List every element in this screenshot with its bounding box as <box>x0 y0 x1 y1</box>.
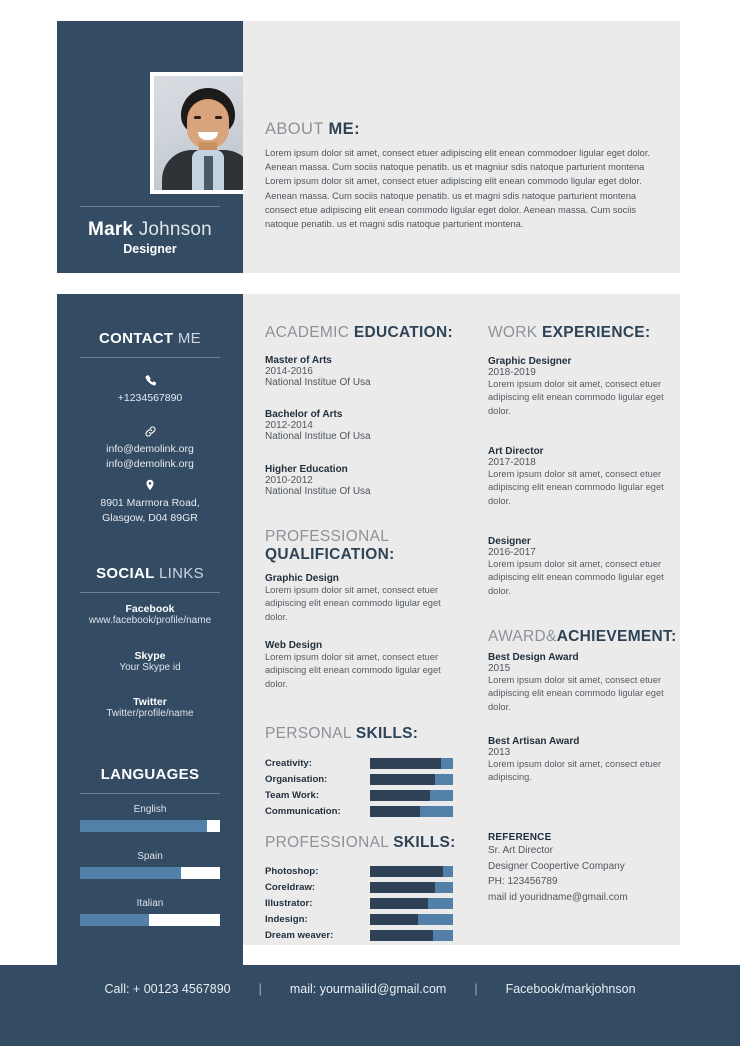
personal-skill-row-2 <box>265 787 465 803</box>
photo-tie <box>204 156 213 190</box>
qualification-heading <box>265 528 470 564</box>
personal-skill-label-1: Organisation: <box>265 773 328 785</box>
experience-item-2 <box>488 536 668 598</box>
contact-address-line-2: Glasgow, D04 89GR <box>102 512 198 524</box>
professional-skill-label-4: Dream weaver: <box>265 929 334 941</box>
education-place-0: National Institue Of Usa <box>265 377 371 388</box>
personal-skill-label-0: Creativity: <box>265 757 312 769</box>
awards-title-1: Best Artisan Award <box>488 736 580 747</box>
professional-skill-track-3 <box>370 914 453 925</box>
language-label-english: English <box>133 804 167 815</box>
name-divider <box>80 206 220 207</box>
about-body-text: Lorem ipsum dolor sit amet, consect etuer adipiscing elit enean commodoer ligular eget dolor. Aenean massa. Cum sociis natoque penatib. us et magniur sdis natoque parturient montena Lorem ipsum dolor sit amet, consect etuer adipiscing elit enean commodo ligular eget dolor. Aenean massa. Cum sociis natoque penatib. us et magni sdis natoque parturient montena consect etue adipiscing elit enean commodo ligular eget dolor. Aenean massa. Cum sociis natoque penatib. us et magni sdis natoque parturient montena. <box>265 148 650 230</box>
reference-line-1: Sr. Art Director <box>488 845 554 856</box>
professional-skill-track-2 <box>370 898 453 909</box>
education-date-0: 2014-2016 <box>265 366 313 377</box>
contact-heading-light: ME <box>177 330 201 347</box>
language-item-english <box>57 804 243 832</box>
footer-mail[interactable]: mail: yourmailid@gmail.com <box>289 981 447 996</box>
footer-separator-2: | <box>474 981 478 996</box>
footer-call[interactable]: Call: + 00123 4567890 <box>104 981 231 996</box>
experience-item-0 <box>488 356 668 418</box>
personal-skills-heading-bold: SKILLS: <box>355 725 419 742</box>
language-label-italian: Italian <box>136 898 164 909</box>
professional-skill-label-2: Illustrator: <box>265 897 313 909</box>
contact-divider <box>80 357 220 358</box>
professional-skills-heading <box>265 834 480 852</box>
language-bar-italian <box>80 914 220 926</box>
professional-skill-label-3: Indesign: <box>265 913 308 925</box>
qualification-body-1: Lorem ipsum dolor sit amet, consect etuer adipiscing elit enean commodo ligular eget dolor. <box>265 652 441 689</box>
social-label-skype: Skype <box>134 650 166 662</box>
qualification-item-1 <box>265 640 450 691</box>
language-bar-fill-spain <box>80 867 181 879</box>
reference-block <box>488 832 673 905</box>
qualification-title-0: Graphic Design <box>265 573 339 584</box>
awards-body-1: Lorem ipsum dolor sit amet, consect etuer adipiscing. <box>488 759 662 783</box>
footer-separator-1: | <box>258 981 262 996</box>
footer-bar <box>0 965 740 1046</box>
personal-skill-row-0 <box>265 755 465 771</box>
social-heading-light: LINKS <box>159 565 204 582</box>
personal-skill-fill-1 <box>370 774 435 785</box>
experience-item-1 <box>488 446 668 508</box>
awards-date-0: 2015 <box>488 663 511 674</box>
education-item-0 <box>265 355 470 388</box>
experience-heading-bold: EXPERIENCE: <box>542 324 651 341</box>
awards-body-0: Lorem ipsum dolor sit amet, consect etuer adipiscing elit enean commodo ligular eget dolor. <box>488 675 664 712</box>
education-title-1: Bachelor of Arts <box>265 409 343 420</box>
location-pin-icon <box>144 478 156 492</box>
personal-skill-row-3 <box>265 803 465 819</box>
footer-facebook[interactable]: Facebook/markjohnson <box>505 981 636 996</box>
social-value-twitter: Twitter/profile/name <box>106 708 194 719</box>
experience-body-1: Lorem ipsum dolor sit amet, consect etuer adipiscing elit enean commodo ligular eget dolor. <box>488 469 664 506</box>
photo-eye-right <box>215 116 222 119</box>
experience-heading-light: WORK <box>488 324 538 341</box>
reference-line-2: Designer Coopertive Company <box>488 860 625 872</box>
professional-skill-label-1: Coreldraw: <box>265 881 316 893</box>
education-heading-light: ACADEMIC <box>265 324 350 341</box>
contact-email-2: info@demolink.org <box>106 458 194 470</box>
profile-last-name: Johnson <box>138 219 212 240</box>
social-value-facebook: www.facebook/profile/name <box>88 615 212 626</box>
contact-address-line-1: 8901 Marmora Road, <box>100 497 200 509</box>
social-item-skype[interactable] <box>57 650 243 673</box>
qualification-title-1: Web Design <box>265 640 323 651</box>
awards-heading <box>488 628 683 646</box>
professional-skill-fill-4 <box>370 930 433 941</box>
professional-skill-track-1 <box>370 882 453 893</box>
awards-item-1 <box>488 736 668 785</box>
profile-role: Designer <box>123 242 177 256</box>
language-item-italian <box>57 898 243 926</box>
personal-skill-fill-2 <box>370 790 430 801</box>
social-item-twitter[interactable] <box>57 696 243 719</box>
personal-skill-track-1 <box>370 774 453 785</box>
personal-skill-row-1 <box>265 771 465 787</box>
language-item-spain <box>57 851 243 879</box>
languages-heading <box>57 766 243 783</box>
personal-skill-fill-3 <box>370 806 420 817</box>
languages-divider <box>80 793 220 794</box>
contact-phone-value: +1234567890 <box>117 392 183 404</box>
personal-skill-track-0 <box>370 758 453 769</box>
professional-skill-fill-3 <box>370 914 418 925</box>
personal-skill-track-3 <box>370 806 453 817</box>
social-heading <box>57 565 243 582</box>
profile-first-name: Mark <box>88 219 134 240</box>
awards-heading-light: AWARD& <box>488 628 557 645</box>
reference-line-4: mail id youridname@gmail.com <box>488 891 628 903</box>
education-place-2: National Institue Of Usa <box>265 486 371 497</box>
qualification-heading-light: PROFESSIONAL <box>265 528 390 545</box>
personal-skill-label-3: Communication: <box>265 805 341 817</box>
personal-skills-list <box>265 755 465 819</box>
experience-body-2: Lorem ipsum dolor sit amet, consect etuer adipiscing elit enean commodo ligular eget dolor. <box>488 559 664 596</box>
professional-skill-row-2 <box>265 895 465 911</box>
social-label-facebook: Facebook <box>125 603 175 615</box>
education-title-0: Master of Arts <box>265 355 332 366</box>
qualification-heading-bold: QUALIFICATION: <box>265 546 395 563</box>
about-heading <box>265 120 360 139</box>
footer-content <box>0 965 740 1012</box>
personal-skill-label-2: Team Work: <box>265 789 320 801</box>
reference-line-3: PH: 123456789 <box>488 876 558 887</box>
language-bar-fill-italian <box>80 914 149 926</box>
about-heading-bold: ME: <box>328 120 360 138</box>
personal-skill-fill-0 <box>370 758 441 769</box>
personal-skills-heading-light: PERSONAL <box>265 725 352 742</box>
personal-skills-heading <box>265 725 470 743</box>
experience-heading <box>488 324 678 342</box>
education-item-1 <box>265 409 470 442</box>
professional-skill-track-4 <box>370 930 453 941</box>
professional-skill-fill-2 <box>370 898 428 909</box>
profile-name <box>57 219 243 241</box>
contact-email-1: info@demolink.org <box>106 443 194 455</box>
experience-date-2: 2016-2017 <box>488 547 536 558</box>
contact-phone-block[interactable] <box>57 374 243 406</box>
awards-date-1: 2013 <box>488 747 511 758</box>
social-value-skype: Your Skype id <box>119 662 181 673</box>
qualification-item-0 <box>265 573 450 624</box>
awards-title-0: Best Design Award <box>488 652 579 663</box>
professional-skills-list <box>265 863 465 943</box>
experience-title-1: Art Director <box>488 446 544 457</box>
education-place-1: National Institue Of Usa <box>265 431 371 442</box>
social-item-facebook[interactable] <box>57 603 243 626</box>
social-label-twitter: Twitter <box>133 696 167 708</box>
contact-address-block <box>57 478 243 526</box>
awards-heading-bold: ACHIEVEMENT: <box>556 628 677 645</box>
education-date-1: 2012-2014 <box>265 420 313 431</box>
social-heading-bold: SOCIAL <box>96 565 155 582</box>
personal-skill-track-2 <box>370 790 453 801</box>
experience-title-2: Designer <box>488 536 531 547</box>
professional-skill-row-3 <box>265 911 465 927</box>
education-heading-bold: EDUCATION: <box>353 324 453 341</box>
experience-date-0: 2018-2019 <box>488 367 536 378</box>
qualification-body-0: Lorem ipsum dolor sit amet, consect etuer adipiscing elit enean commodo ligular eget dolor. <box>265 585 441 622</box>
professional-skill-row-0 <box>265 863 465 879</box>
professional-skill-row-1 <box>265 879 465 895</box>
professional-skills-heading-bold: SKILLS: <box>393 834 456 851</box>
experience-title-0: Graphic Designer <box>488 356 572 367</box>
awards-item-0 <box>488 652 668 714</box>
phone-icon <box>144 374 157 387</box>
contact-heading-bold: CONTACT <box>99 330 174 347</box>
education-item-2 <box>265 464 470 497</box>
language-bar-spain <box>80 867 220 879</box>
contact-heading <box>57 330 243 347</box>
languages-heading-bold: LANGUAGES <box>100 766 200 783</box>
education-title-2: Higher Education <box>265 464 348 475</box>
professional-skill-row-4 <box>265 927 465 943</box>
experience-date-1: 2017-2018 <box>488 457 536 468</box>
education-heading <box>265 324 470 342</box>
professional-skill-fill-1 <box>370 882 435 893</box>
photo-eye-left <box>194 116 201 119</box>
about-heading-light: ABOUT <box>265 120 324 138</box>
professional-skill-label-0: Photoshop: <box>265 865 319 877</box>
language-bar-english <box>80 820 220 832</box>
language-bar-fill-english <box>80 820 207 832</box>
link-icon <box>144 425 157 438</box>
education-date-2: 2010-2012 <box>265 475 313 486</box>
experience-body-0: Lorem ipsum dolor sit amet, consect etuer adipiscing elit enean commodo ligular eget dolor. <box>488 379 664 416</box>
language-label-spain: Spain <box>137 851 163 862</box>
professional-skill-fill-0 <box>370 866 443 877</box>
reference-heading: REFERENCE <box>488 832 552 843</box>
professional-skill-track-0 <box>370 866 453 877</box>
professional-skills-heading-light: PROFESSIONAL <box>265 834 389 851</box>
contact-email-block[interactable] <box>57 425 243 472</box>
social-divider <box>80 592 220 593</box>
